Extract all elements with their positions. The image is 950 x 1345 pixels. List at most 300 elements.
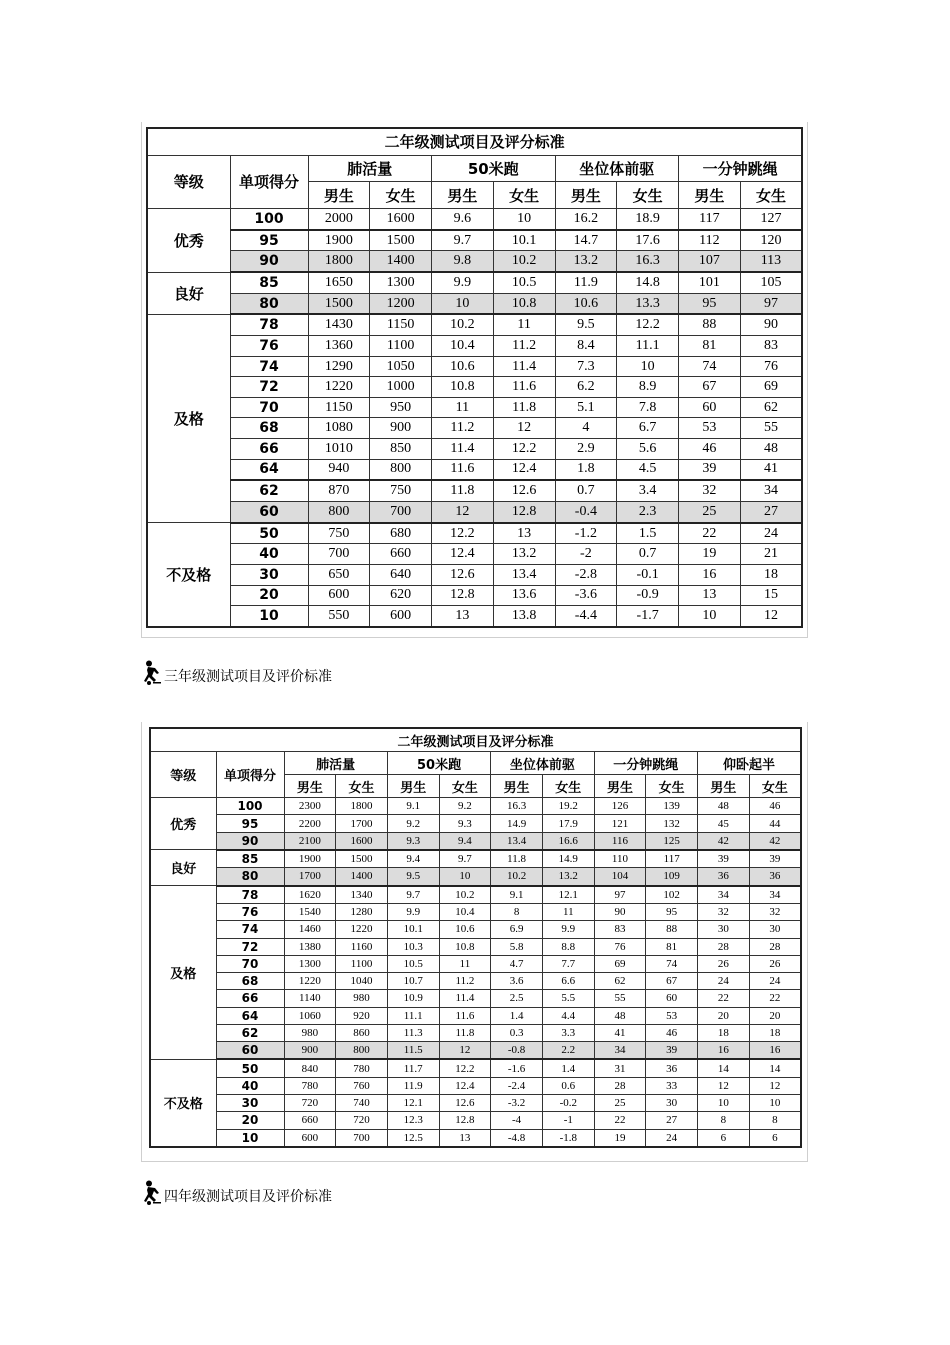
value-cell: 30: [698, 921, 750, 938]
value-cell: 88: [679, 314, 741, 335]
value-cell: 67: [646, 973, 698, 990]
male-header: 男生: [491, 775, 543, 798]
value-cell: 39: [749, 850, 801, 868]
value-cell: 12.2: [439, 1059, 491, 1077]
level-cell: 良好: [147, 272, 230, 314]
value-cell: 11.8: [432, 480, 494, 501]
value-cell: 42: [698, 832, 750, 850]
value-cell: 14: [749, 1059, 801, 1077]
value-cell: 1.8: [555, 459, 617, 480]
value-cell: 1.4: [491, 1007, 543, 1024]
female-header: 女生: [749, 775, 801, 798]
female-header: 女生: [493, 182, 555, 209]
value-cell: 7.3: [555, 356, 617, 377]
value-cell: 45: [698, 815, 750, 832]
score-cell: 20: [216, 1112, 284, 1129]
value-cell: 1160: [336, 938, 388, 955]
value-cell: 1.5: [617, 523, 679, 544]
value-cell: 0.7: [617, 544, 679, 565]
score-cell: 95: [216, 815, 284, 832]
value-cell: 10.8: [493, 293, 555, 314]
value-cell: 13: [679, 585, 741, 606]
value-cell: 12.5: [387, 1129, 439, 1147]
female-header: 女生: [542, 775, 594, 798]
value-cell: 53: [646, 1007, 698, 1024]
value-cell: 13: [432, 606, 494, 627]
value-cell: 48: [698, 798, 750, 815]
score-cell: 76: [216, 903, 284, 920]
value-cell: 6.2: [555, 377, 617, 398]
value-cell: 12.1: [542, 886, 594, 904]
table-row: [150, 903, 801, 920]
value-cell: 16.3: [617, 251, 679, 272]
value-cell: 600: [308, 585, 370, 606]
value-cell: 1300: [370, 272, 432, 293]
value-cell: 127: [740, 209, 802, 230]
value-cell: 10: [698, 1095, 750, 1112]
value-cell: 1220: [308, 377, 370, 398]
value-cell: 10: [749, 1095, 801, 1112]
value-cell: 750: [370, 480, 432, 501]
value-cell: 12.4: [432, 544, 494, 565]
value-cell: 12: [493, 418, 555, 439]
value-cell: 32: [679, 480, 741, 501]
table-row: [147, 336, 802, 357]
value-cell: 1540: [284, 903, 336, 920]
score-cell: 30: [230, 564, 308, 585]
value-cell: 8.8: [542, 938, 594, 955]
section-label-text: 四年级测试项目及评价标准: [164, 1189, 332, 1205]
value-cell: 5.8: [491, 938, 543, 955]
value-cell: 9.2: [439, 798, 491, 815]
value-cell: 1500: [336, 850, 388, 868]
section-label-grade4: [143, 1180, 332, 1206]
score-cell: 70: [230, 397, 308, 418]
section-label-text: 三年级测试项目及评价标准: [164, 669, 332, 685]
value-cell: 10.5: [387, 955, 439, 972]
value-cell: 95: [679, 293, 741, 314]
value-cell: 6.7: [617, 418, 679, 439]
value-cell: 900: [284, 1042, 336, 1060]
value-cell: 980: [336, 990, 388, 1007]
value-cell: 81: [679, 336, 741, 357]
value-cell: 0.6: [542, 1077, 594, 1094]
value-cell: 10.7: [387, 973, 439, 990]
value-cell: 34: [594, 1042, 646, 1060]
value-cell: 5.5: [542, 990, 594, 1007]
value-cell: 10.2: [439, 886, 491, 904]
value-cell: 16: [698, 1042, 750, 1060]
value-cell: 1430: [308, 314, 370, 335]
value-cell: 7.7: [542, 955, 594, 972]
table-row: [147, 314, 802, 335]
value-cell: 9.4: [387, 850, 439, 868]
value-cell: 1100: [336, 955, 388, 972]
value-cell: 1.4: [542, 1059, 594, 1077]
value-cell: 39: [646, 1042, 698, 1060]
value-cell: 10.6: [439, 921, 491, 938]
value-cell: 3.3: [542, 1024, 594, 1041]
value-cell: 107: [679, 251, 741, 272]
table-row: [150, 990, 801, 1007]
value-cell: 62: [740, 397, 802, 418]
value-cell: 13.8: [493, 606, 555, 627]
value-cell: 46: [679, 439, 741, 460]
value-cell: 1600: [336, 832, 388, 850]
value-cell: 15: [740, 585, 802, 606]
value-cell: 121: [594, 815, 646, 832]
score-cell: 40: [230, 544, 308, 565]
value-cell: 10.4: [439, 903, 491, 920]
value-cell: 3.6: [491, 973, 543, 990]
value-cell: 750: [308, 523, 370, 544]
value-cell: -4.8: [491, 1129, 543, 1147]
table-row: [150, 1024, 801, 1041]
value-cell: 17.6: [617, 230, 679, 251]
value-cell: 109: [646, 868, 698, 886]
value-cell: 1500: [370, 230, 432, 251]
value-cell: 11.4: [439, 990, 491, 1007]
value-cell: 1500: [308, 293, 370, 314]
value-cell: 8: [491, 903, 543, 920]
table-row: [147, 606, 802, 627]
value-cell: 10: [679, 606, 741, 627]
value-cell: 13.2: [542, 868, 594, 886]
table-row: [147, 251, 802, 272]
male-header: 男生: [387, 775, 439, 798]
value-cell: 8.9: [617, 377, 679, 398]
value-cell: 101: [679, 272, 741, 293]
value-cell: 10.2: [493, 251, 555, 272]
value-cell: 3.4: [617, 480, 679, 501]
score-cell: 30: [216, 1095, 284, 1112]
value-cell: 2.5: [491, 990, 543, 1007]
score-header: 单项得分: [216, 752, 284, 798]
value-cell: 700: [308, 544, 370, 565]
header-row: [150, 752, 801, 775]
value-cell: 12: [740, 606, 802, 627]
value-cell: 31: [594, 1059, 646, 1077]
value-cell: 1060: [284, 1007, 336, 1024]
value-cell: 650: [308, 564, 370, 585]
value-cell: 11.8: [491, 850, 543, 868]
value-cell: 9.4: [439, 832, 491, 850]
table-row: [147, 459, 802, 480]
score-cell: 74: [216, 921, 284, 938]
value-cell: 2200: [284, 815, 336, 832]
score-cell: 72: [230, 377, 308, 398]
value-cell: 113: [740, 251, 802, 272]
table-row: [150, 868, 801, 886]
score-cell: 68: [216, 973, 284, 990]
value-cell: 19.2: [542, 798, 594, 815]
value-cell: 32: [749, 903, 801, 920]
value-cell: 5.6: [617, 439, 679, 460]
value-cell: 22: [698, 990, 750, 1007]
value-cell: 1360: [308, 336, 370, 357]
table-row: [147, 544, 802, 565]
value-cell: 12: [749, 1077, 801, 1094]
score-cell: 66: [216, 990, 284, 1007]
value-cell: 116: [594, 832, 646, 850]
table-row: [147, 523, 802, 544]
value-cell: 24: [698, 973, 750, 990]
value-cell: 1040: [336, 973, 388, 990]
value-cell: 1620: [284, 886, 336, 904]
value-cell: 800: [308, 502, 370, 523]
value-cell: 10.5: [493, 272, 555, 293]
value-cell: 2.3: [617, 502, 679, 523]
score-cell: 62: [216, 1024, 284, 1041]
value-cell: -2: [555, 544, 617, 565]
value-cell: 30: [749, 921, 801, 938]
value-cell: 46: [749, 798, 801, 815]
value-cell: 900: [370, 418, 432, 439]
value-cell: 7.8: [617, 397, 679, 418]
value-cell: 19: [594, 1129, 646, 1147]
section-label-grade3: [143, 660, 332, 686]
value-cell: 1600: [370, 209, 432, 230]
value-cell: 1080: [308, 418, 370, 439]
value-cell: 62: [594, 973, 646, 990]
value-cell: -2.8: [555, 564, 617, 585]
value-cell: 9.8: [432, 251, 494, 272]
value-cell: 41: [740, 459, 802, 480]
value-cell: 12.3: [387, 1112, 439, 1129]
level-header: 等级: [147, 155, 230, 208]
value-cell: 620: [370, 585, 432, 606]
score-cell: 72: [216, 938, 284, 955]
value-cell: 13: [493, 523, 555, 544]
value-cell: 920: [336, 1007, 388, 1024]
level-cell: 及格: [150, 886, 216, 1060]
value-cell: 9.7: [432, 230, 494, 251]
value-cell: 9.9: [542, 921, 594, 938]
value-cell: 74: [646, 955, 698, 972]
male-header: 男生: [594, 775, 646, 798]
value-cell: 60: [646, 990, 698, 1007]
value-cell: 11: [542, 903, 594, 920]
value-cell: -3.2: [491, 1095, 543, 1112]
value-cell: 10: [617, 356, 679, 377]
value-cell: 55: [594, 990, 646, 1007]
value-cell: 12.8: [432, 585, 494, 606]
value-cell: 27: [740, 502, 802, 523]
table-row: [147, 439, 802, 460]
value-cell: 13.4: [491, 832, 543, 850]
value-cell: 16: [749, 1042, 801, 1060]
value-cell: 6: [749, 1129, 801, 1147]
value-cell: 9.1: [491, 886, 543, 904]
score-cell: 62: [230, 480, 308, 501]
value-cell: 2100: [284, 832, 336, 850]
table-row: [150, 1059, 801, 1077]
value-cell: 11.1: [617, 336, 679, 357]
value-cell: -4.4: [555, 606, 617, 627]
value-cell: 1900: [308, 230, 370, 251]
value-cell: 700: [370, 502, 432, 523]
female-header: 女生: [646, 775, 698, 798]
score-header: 单项得分: [230, 155, 308, 208]
table-row: [150, 973, 801, 990]
table-row: [147, 356, 802, 377]
value-cell: 9.3: [439, 815, 491, 832]
value-cell: 10.4: [432, 336, 494, 357]
score-cell: 78: [230, 314, 308, 335]
value-cell: 27: [646, 1112, 698, 1129]
table-row: [147, 564, 802, 585]
value-cell: 20: [749, 1007, 801, 1024]
value-cell: -1.8: [542, 1129, 594, 1147]
value-cell: -3.6: [555, 585, 617, 606]
value-cell: 780: [284, 1077, 336, 1094]
level-cell: 不及格: [147, 523, 230, 627]
value-cell: 9.5: [555, 314, 617, 335]
value-cell: 11.4: [432, 439, 494, 460]
table-row: [150, 1042, 801, 1060]
value-cell: 11.9: [555, 272, 617, 293]
value-cell: 36: [749, 868, 801, 886]
value-cell: 11.2: [439, 973, 491, 990]
score-cell: 60: [230, 502, 308, 523]
value-cell: 10.1: [493, 230, 555, 251]
score-cell: 95: [230, 230, 308, 251]
value-cell: 12: [432, 502, 494, 523]
value-cell: 10.8: [439, 938, 491, 955]
table-frame-1: [141, 122, 808, 638]
value-cell: 12.8: [493, 502, 555, 523]
item-header: 50米跑: [432, 155, 556, 182]
value-cell: 9.2: [387, 815, 439, 832]
value-cell: 105: [740, 272, 802, 293]
value-cell: 8: [698, 1112, 750, 1129]
item-header: 一分钟跳绳: [594, 752, 697, 775]
level-cell: 良好: [150, 850, 216, 886]
value-cell: 88: [646, 921, 698, 938]
value-cell: 4.7: [491, 955, 543, 972]
value-cell: 11.6: [493, 377, 555, 398]
table-row: [147, 502, 802, 523]
value-cell: 76: [740, 356, 802, 377]
value-cell: 9.3: [387, 832, 439, 850]
score-table-1: [146, 127, 803, 628]
table-row: [150, 1112, 801, 1129]
value-cell: 102: [646, 886, 698, 904]
value-cell: 11: [432, 397, 494, 418]
value-cell: 840: [284, 1059, 336, 1077]
value-cell: 14.9: [491, 815, 543, 832]
value-cell: 760: [336, 1077, 388, 1094]
value-cell: 10.2: [491, 868, 543, 886]
table-title: 二年级测试项目及评分标准: [150, 728, 801, 752]
female-header: 女生: [336, 775, 388, 798]
score-cell: 50: [216, 1059, 284, 1077]
value-cell: 0.3: [491, 1024, 543, 1041]
level-header: 等级: [150, 752, 216, 798]
value-cell: 10: [432, 293, 494, 314]
value-cell: 76: [594, 938, 646, 955]
value-cell: 1220: [336, 921, 388, 938]
value-cell: 14.8: [617, 272, 679, 293]
value-cell: 74: [679, 356, 741, 377]
value-cell: 18: [749, 1024, 801, 1041]
value-cell: 12.4: [439, 1077, 491, 1094]
value-cell: 10.3: [387, 938, 439, 955]
table-row: [147, 377, 802, 398]
value-cell: 12.4: [493, 459, 555, 480]
score-cell: 68: [230, 418, 308, 439]
score-cell: 85: [216, 850, 284, 868]
female-header: 女生: [740, 182, 802, 209]
value-cell: 36: [646, 1059, 698, 1077]
value-cell: 17.9: [542, 815, 594, 832]
value-cell: 12.6: [432, 564, 494, 585]
value-cell: 32: [698, 903, 750, 920]
value-cell: 14: [698, 1059, 750, 1077]
value-cell: 1340: [336, 886, 388, 904]
value-cell: 8: [749, 1112, 801, 1129]
level-cell: 优秀: [150, 798, 216, 850]
female-header: 女生: [617, 182, 679, 209]
value-cell: 41: [594, 1024, 646, 1041]
value-cell: 34: [749, 886, 801, 904]
value-cell: 11.1: [387, 1007, 439, 1024]
value-cell: 1050: [370, 356, 432, 377]
table-row: [150, 832, 801, 850]
value-cell: -1.2: [555, 523, 617, 544]
table-row: [150, 886, 801, 904]
value-cell: 9.9: [432, 272, 494, 293]
male-header: 男生: [555, 182, 617, 209]
table-row: [150, 1129, 801, 1147]
level-cell: 优秀: [147, 209, 230, 273]
value-cell: 25: [679, 502, 741, 523]
table-row: [150, 1077, 801, 1094]
title-row: [150, 728, 801, 752]
score-cell: 80: [216, 868, 284, 886]
value-cell: 2.9: [555, 439, 617, 460]
male-header: 男生: [308, 182, 370, 209]
value-cell: 1200: [370, 293, 432, 314]
value-cell: 9.7: [387, 886, 439, 904]
value-cell: 104: [594, 868, 646, 886]
item-header: 50米跑: [387, 752, 490, 775]
value-cell: 660: [370, 544, 432, 565]
value-cell: 8.4: [555, 336, 617, 357]
value-cell: 90: [740, 314, 802, 335]
table-row: [150, 798, 801, 815]
value-cell: 940: [308, 459, 370, 480]
value-cell: -0.1: [617, 564, 679, 585]
value-cell: 11: [493, 314, 555, 335]
value-cell: 11.8: [439, 1024, 491, 1041]
value-cell: 9.7: [439, 850, 491, 868]
table-title: 二年级测试项目及评分标准: [147, 128, 802, 155]
value-cell: 9.5: [387, 868, 439, 886]
value-cell: 11.9: [387, 1077, 439, 1094]
value-cell: 0.7: [555, 480, 617, 501]
value-cell: 4.4: [542, 1007, 594, 1024]
value-cell: 20: [698, 1007, 750, 1024]
table-row: [150, 1095, 801, 1112]
value-cell: 780: [336, 1059, 388, 1077]
value-cell: 1000: [370, 377, 432, 398]
score-cell: 60: [216, 1042, 284, 1060]
score-cell: 10: [230, 606, 308, 627]
female-header: 女生: [439, 775, 491, 798]
value-cell: 39: [679, 459, 741, 480]
value-cell: 5.1: [555, 397, 617, 418]
